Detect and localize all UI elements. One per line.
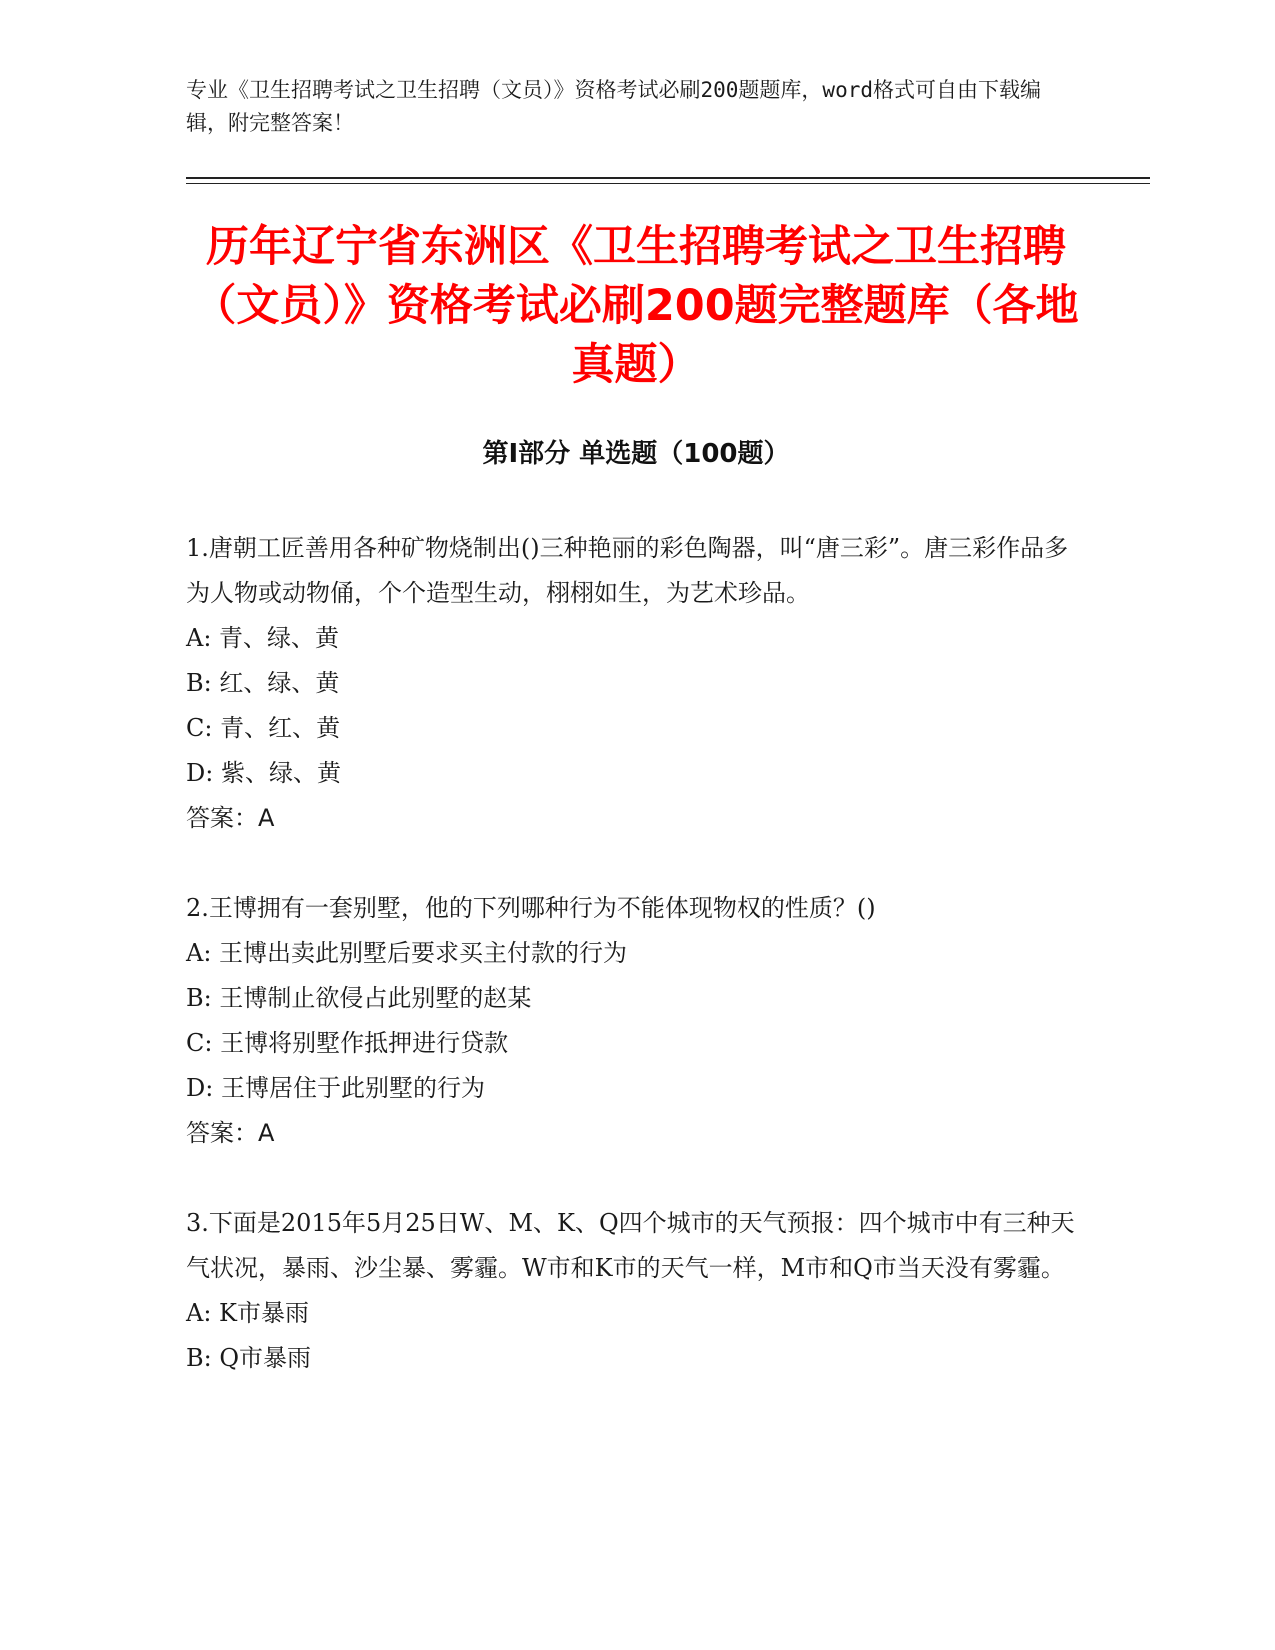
header-rule-thin [186,183,1150,184]
header-rule-thick [186,177,1150,179]
option-a: A: 王博出卖此别墅后要求买主付款的行为 [186,939,628,967]
question-item [186,526,1076,841]
option-d: D: 王博居住于此别墅的行为 [186,1074,485,1102]
option-a: A: K市暴雨 [186,1299,309,1327]
option-b: B: 红、绿、黄 [186,669,340,697]
option-a: A: 青、绿、黄 [186,624,340,652]
question-item [186,886,1076,1156]
option-b: B: Q市暴雨 [186,1344,312,1372]
option-b: B: 王博制止欲侵占此别墅的赵某 [186,984,532,1012]
option-c: C: 青、红、黄 [186,714,341,742]
question-list [186,526,1076,1426]
question-item [186,1201,1076,1381]
header-note: 专业《卫生招聘考试之卫生招聘（文员）》资格考试必刷200题题库，word格式可自由下载编辑，附完整答案！ [186,78,1041,135]
answer: 答案：A [186,804,275,832]
option-c: C: 王博将别墅作抵押进行贷款 [186,1029,509,1057]
document-title: 历年辽宁省东洲区《卫生招聘考试之卫生招聘（文员）》资格考试必刷200题完整题库（各地真题） [193,222,1079,390]
answer: 答案：A [186,1119,275,1147]
section-heading: 第Ⅰ部分 单选题（100题） [482,439,790,469]
question-stem: 1.唐朝工匠善用各种矿物烧制出()三种艳丽的彩色陶器，叫“唐三彩”。唐三彩作品多为人物或动物俑，个个造型生动，栩栩如生，为艺术珍品。 [186,534,1069,607]
option-d: D: 紫、绿、黄 [186,759,341,787]
question-stem: 3.下面是2015年5月25日W、M、K、Q四个城市的天气预报：四个城市中有三种天气状况，暴雨、沙尘暴、雾霾。W市和K市的天气一样，M市和Q市当天没有雾霾。 [186,1209,1075,1282]
question-stem: 2.王博拥有一套别墅，他的下列哪种行为不能体现物权的性质？() [186,894,876,922]
